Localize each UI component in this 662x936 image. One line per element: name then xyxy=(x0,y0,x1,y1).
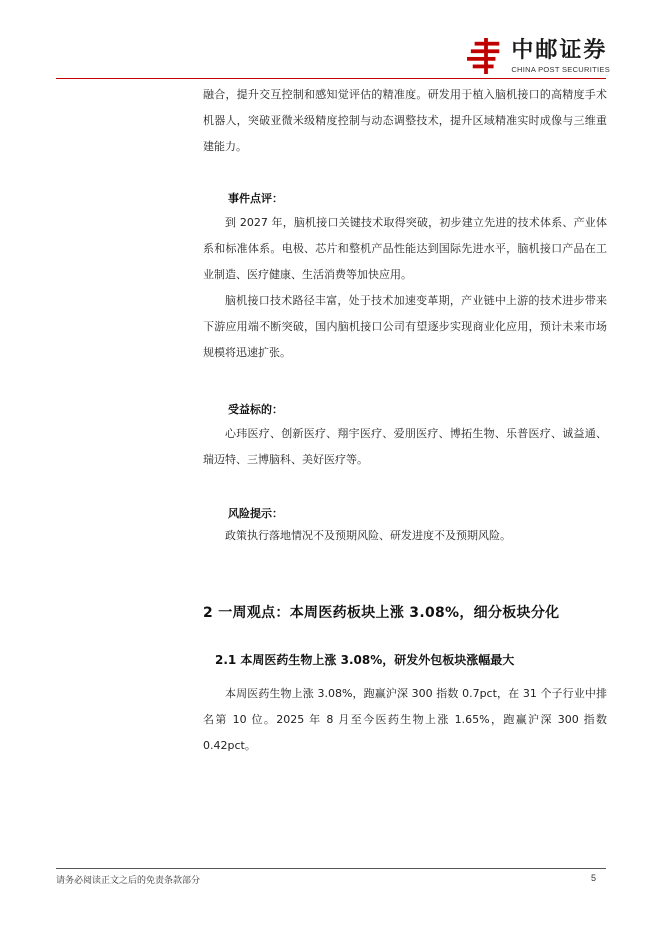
logo-chinese-name: 中邮证券 xyxy=(511,37,608,63)
china-post-logo-icon xyxy=(467,38,505,74)
header-divider xyxy=(56,78,606,79)
risk-paragraph: 政策执行落地情况不及预期风险、研发进度不及预期风险。 xyxy=(225,529,511,542)
footer-divider xyxy=(56,868,606,869)
page-number: 5 xyxy=(590,873,596,883)
intro-paragraph: 融合，提升交互控制和感知觉评估的精准度。研发用于植入脑机接口的高精度手术机器人，突破亚微米级精度控制与动态调整技术，提升区域精准实时成像与三维重建能力。 xyxy=(203,88,607,153)
event-comment-heading: 事件点评： xyxy=(228,192,283,205)
beneficiary-heading: 受益标的： xyxy=(228,403,283,416)
event-paragraph-1: 到 2027 年，脑机接口关键技术取得突破，初步建立先进的技术体系、产业体系和标准体系。电极、芯片和整机产品性能达到国际先进水平，脑机接口产品在工业制造、医疗健康、生活消费等加快应用。 xyxy=(203,216,607,281)
section-2-1-title: 2.1 本周医药生物上涨 3.08%，研发外包板块涨幅最大 xyxy=(215,653,515,667)
event-paragraph-2: 脑机接口技术路径丰富，处于技术加速变革期，产业链中上游的技术进步带来下游应用端不断突破，国内脑机接口公司有望逐步实现商业化应用，预计未来市场规模将迅速扩张。 xyxy=(203,294,607,359)
risk-heading: 风险提示： xyxy=(228,507,283,520)
company-logo xyxy=(467,38,610,74)
section-2-1-paragraph: 本周医药生物上涨 3.08%，跑赢沪深 300 指数 0.7pct，在 31 个子行业中排名第 10 位。2025 年 8 月至今医药生物上涨 1.65%，跑赢沪深 300 指数 0.42pct。 xyxy=(203,687,607,752)
beneficiary-paragraph: 心玮医疗、创新医疗、翔宇医疗、爱朋医疗、博拓生物、乐普医疗、诚益通、瑞迈特、三博脑科、美好医疗等。 xyxy=(203,427,607,466)
footer-disclaimer: 请务必阅读正文之后的免责条款部分 xyxy=(56,876,201,886)
section-2-title: 2 一周观点：本周医药板块上涨 3.08%，细分板块分化 xyxy=(203,605,560,621)
logo-english-name: CHINA POST SECURITIES xyxy=(511,64,610,74)
